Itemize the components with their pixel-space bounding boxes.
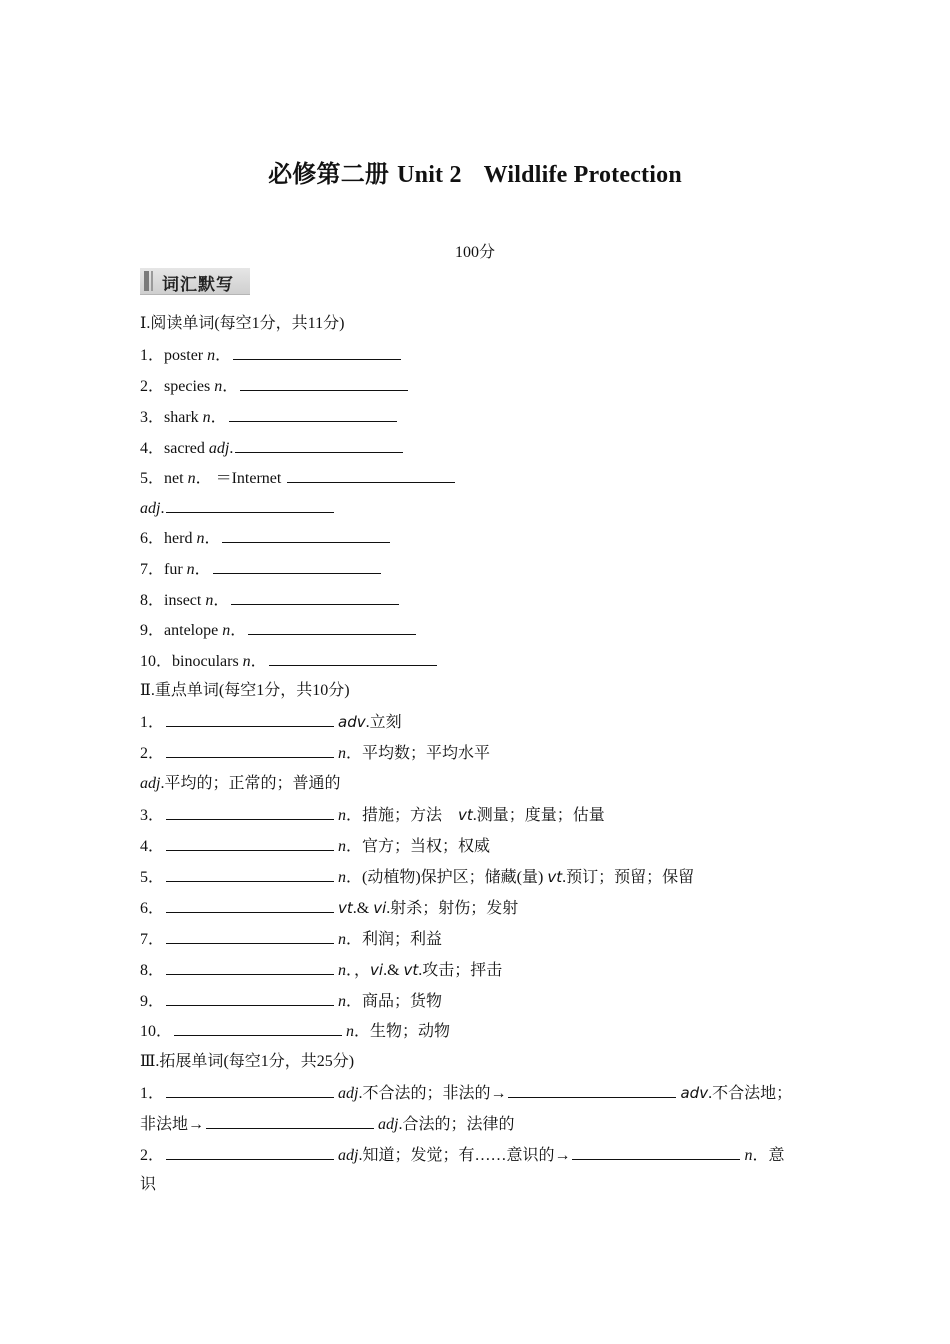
item-number: 6．: [140, 530, 165, 547]
item-meaning: .攻击；抨击: [418, 962, 503, 979]
item-word: insect: [164, 592, 202, 609]
item-pos: adj: [140, 775, 161, 792]
item-number: 9．: [140, 993, 165, 1010]
answer-blank[interactable]: [166, 1145, 334, 1160]
title-unit: Unit 2: [397, 162, 462, 188]
vocab-item: [140, 929, 442, 950]
answer-blank[interactable]: [166, 805, 334, 820]
item-pos: vt: [458, 806, 473, 824]
item-word: fur: [164, 561, 183, 578]
vocab-item: 10．binoculars n．: [140, 651, 441, 672]
item-number: 2．: [140, 378, 165, 395]
item-meaning: .测量；度量；估量: [472, 807, 605, 824]
answer-blank[interactable]: [229, 407, 397, 422]
item-pos: n: [338, 962, 347, 979]
item-number: 7．: [140, 561, 165, 578]
item-meaning: .预订；预留；保留: [562, 869, 695, 886]
item-meaning: .合法的；法律的: [398, 1116, 515, 1133]
answer-blank[interactable]: [166, 743, 334, 758]
item-meaning: ．措施；方法: [346, 807, 443, 824]
item-number: 9．: [140, 622, 165, 639]
section-2-title: Ⅱ.重点单词: [140, 682, 219, 699]
answer-blank[interactable]: [248, 620, 416, 635]
item-number: 1．: [140, 1085, 165, 1102]
item-word: net: [164, 470, 184, 487]
page-title: [0, 154, 950, 189]
item-pos: n: [205, 592, 214, 609]
vocab-item: 8．insect n．: [140, 590, 403, 611]
answer-blank[interactable]: [240, 376, 408, 391]
answer-blank[interactable]: [287, 468, 455, 483]
vocab-item: [140, 1145, 785, 1166]
item-number: 8．: [140, 962, 165, 979]
item-meaning: .不合法地；: [708, 1085, 793, 1102]
item-number: 3．: [140, 409, 165, 426]
item-meaning: ．商品；货物: [346, 993, 443, 1010]
answer-blank[interactable]: [166, 991, 334, 1006]
item-word: sacred: [164, 440, 205, 457]
item-meaning: ．平均数；平均水平: [346, 745, 491, 762]
item-pos: n: [202, 409, 211, 426]
section-badge: [140, 268, 250, 295]
answer-blank[interactable]: [166, 960, 334, 975]
item-meaning: 非法地→: [140, 1116, 205, 1133]
vocab-item: [140, 1021, 450, 1042]
vocab-item: [140, 1083, 792, 1104]
vocab-item: [140, 805, 605, 826]
item-meaning: .知道；发觉；有……意识的→: [358, 1147, 571, 1164]
vocab-item-continuation: adj.: [140, 498, 338, 519]
item-pos: adv: [680, 1084, 709, 1102]
item-pos: n: [242, 653, 251, 670]
item-pos: vt: [547, 868, 563, 886]
total-score: 100分: [454, 244, 495, 261]
item-pos: vt: [403, 961, 419, 979]
vocab-item: 3．shark n．: [140, 407, 401, 428]
vocab-item: [140, 867, 694, 888]
answer-blank[interactable]: [166, 498, 334, 513]
item-number: 4．: [140, 838, 165, 855]
vocab-item: 9．antelope n．: [140, 620, 420, 641]
item-number: 1．: [140, 714, 165, 731]
item-pos: n: [346, 1023, 355, 1040]
item-meaning: ．(动植物)保护区；储藏(量): [346, 869, 544, 886]
answer-blank[interactable]: [222, 528, 390, 543]
vocab-item: 1．poster n．: [140, 345, 405, 366]
vocab-item: [140, 960, 502, 981]
item-meaning: .平均的；正常的；普通的: [160, 775, 341, 792]
item-number: 3．: [140, 807, 165, 824]
item-pos: vi: [370, 961, 384, 979]
answer-blank[interactable]: [166, 1083, 334, 1098]
item-pos: n: [207, 347, 216, 364]
item-pos: n: [214, 378, 223, 395]
item-number: 10．: [140, 1023, 173, 1040]
item-number: 2．: [140, 745, 165, 762]
section-2-heading: [140, 681, 350, 701]
section-3-note: (每空1分，共25分): [223, 1053, 355, 1070]
vocab-item: 6．herd n．: [140, 528, 394, 549]
item-meaning: 识: [140, 1176, 157, 1193]
answer-blank[interactable]: [269, 651, 437, 666]
item-pos: adj: [378, 1116, 399, 1133]
answer-blank[interactable]: [206, 1114, 374, 1129]
item-pos: n: [338, 807, 347, 824]
title-chinese: 必修第二册: [268, 162, 390, 188]
item-pos: adv: [338, 713, 366, 731]
item-pos: n: [338, 931, 347, 948]
item-pos: n: [222, 622, 231, 639]
answer-blank[interactable]: [213, 559, 381, 574]
item-pos: adj: [208, 440, 230, 457]
item-number: 2．: [140, 1147, 165, 1164]
answer-blank[interactable]: [166, 898, 334, 913]
badge-label: 词汇默写: [162, 275, 234, 295]
vocab-item: [140, 836, 490, 857]
item-pos: n: [338, 838, 347, 855]
item-pos: n: [196, 530, 205, 547]
vocab-item: [140, 898, 518, 919]
item-pos: vi: [373, 899, 387, 917]
item-word: shark: [164, 409, 199, 426]
vocab-item: [140, 743, 490, 764]
item-meaning: .&: [352, 900, 370, 917]
answer-blank[interactable]: [166, 867, 334, 882]
section-1-heading: [140, 314, 344, 334]
section-3-heading: [140, 1052, 354, 1072]
item-pos: n: [187, 470, 196, 487]
item-number: 6．: [140, 900, 165, 917]
item-meaning: ．生物；动物: [354, 1023, 451, 1040]
item-meaning: ．利润；利益: [346, 931, 443, 948]
item-number: 8．: [140, 592, 165, 609]
item-pos: n: [338, 745, 347, 762]
vocab-item: 5．net n． ＝Internet: [140, 468, 459, 489]
vocab-item: [140, 991, 442, 1012]
answer-blank[interactable]: [508, 1083, 676, 1098]
section-1-title: Ⅰ.阅读单词: [140, 315, 215, 332]
item-pos: vt: [338, 899, 353, 917]
item-pos: n: [338, 869, 347, 886]
item-equivalent: ＝Internet: [215, 470, 282, 487]
item-pos: adj: [140, 500, 161, 517]
item-meaning: ．意: [752, 1147, 785, 1164]
vocab-item: 2．species n．: [140, 376, 412, 397]
item-meaning: .立刻: [365, 714, 402, 731]
answer-blank[interactable]: [235, 438, 403, 453]
item-word: antelope: [164, 622, 219, 639]
item-meaning: .射杀；射伤；发射: [386, 900, 519, 917]
item-pos: n: [744, 1147, 753, 1164]
answer-blank[interactable]: [166, 712, 334, 727]
vocab-item-continuation: [140, 1175, 156, 1195]
item-meaning: .不合法的；非法的→: [358, 1085, 507, 1102]
item-pos: adj: [338, 1147, 359, 1164]
vocab-item: 7．fur n．: [140, 559, 385, 580]
answer-blank[interactable]: [572, 1145, 740, 1160]
item-number: 5．: [140, 869, 165, 886]
vocab-item: 4．sacred adj.: [140, 438, 407, 459]
answer-blank[interactable]: [231, 590, 399, 605]
badge-bar-decoration: [144, 271, 149, 291]
item-pos: n: [338, 993, 347, 1010]
item-word: binoculars: [172, 653, 239, 670]
item-word: poster: [164, 347, 204, 364]
item-number: 7．: [140, 931, 165, 948]
answer-blank[interactable]: [166, 836, 334, 851]
section-3-title: Ⅲ.拓展单词: [140, 1053, 224, 1070]
item-number: 10．: [140, 653, 173, 670]
item-meaning: ．官方；当权；权威: [346, 838, 491, 855]
section-2-note: (每空1分，共10分): [218, 682, 350, 699]
item-word: herd: [164, 530, 193, 547]
item-meaning: .&: [383, 962, 400, 979]
answer-blank[interactable]: [174, 1021, 342, 1036]
vocab-item-continuation: [140, 774, 340, 794]
badge-bar-decoration-thin: [151, 271, 153, 291]
vocab-item: [140, 712, 402, 733]
vocab-item-continuation: [140, 1114, 514, 1135]
answer-blank[interactable]: [233, 345, 401, 360]
item-pos: adj: [338, 1085, 359, 1102]
item-meaning: ．，: [346, 962, 371, 979]
item-pos: n: [186, 561, 195, 578]
section-1-note: (每空1分，共11分): [214, 315, 345, 332]
title-topic: Wildlife Protection: [483, 162, 682, 188]
item-number: 5．: [140, 470, 165, 487]
item-number: 1．: [140, 347, 165, 364]
item-number: 4．: [140, 440, 165, 457]
answer-blank[interactable]: [166, 929, 334, 944]
item-word: species: [164, 378, 211, 395]
